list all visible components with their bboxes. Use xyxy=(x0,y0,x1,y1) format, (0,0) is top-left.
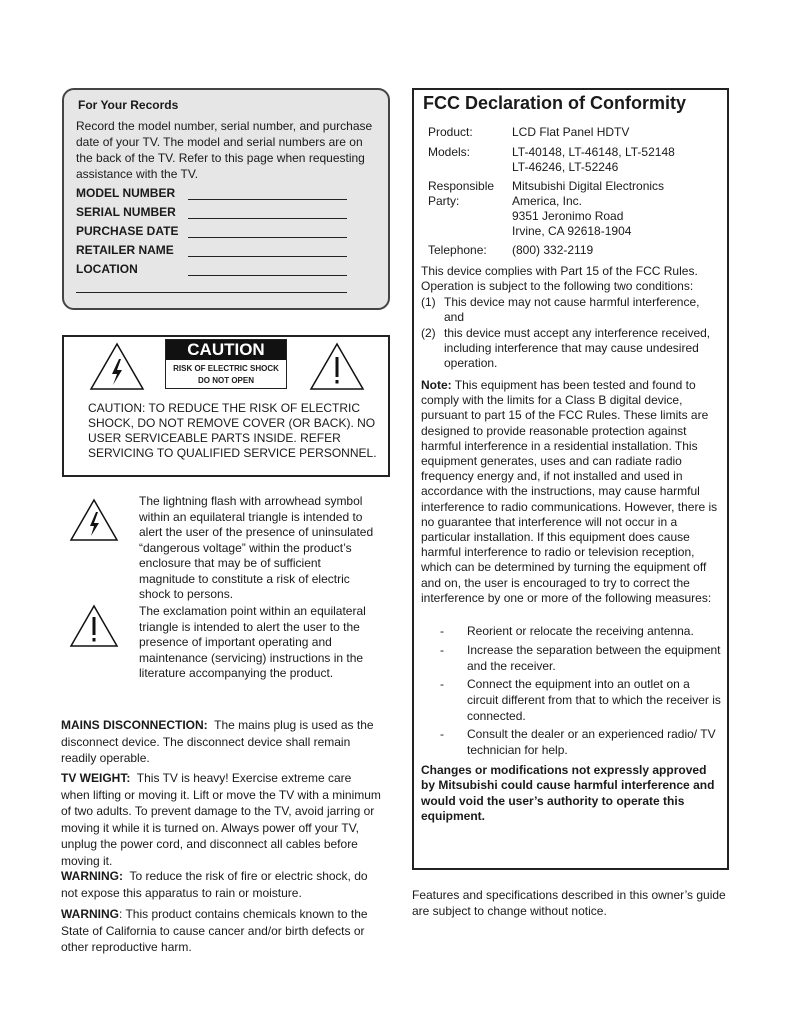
condition-2-number: (2) xyxy=(421,326,436,340)
caution-subtext xyxy=(166,363,286,387)
fcc-responsible-row xyxy=(428,179,728,239)
fcc-telephone-row xyxy=(428,243,728,258)
exclamation-symbol-text: The exclamation point within an equilateral triangle is intended to alert the user to the presence of important operating and maintenance (servicing) instructions in the literature accompanying the product. xyxy=(139,604,366,680)
warning-fire-notice xyxy=(61,868,381,901)
purchase-date-label: PURCHASE DATE xyxy=(76,224,179,238)
serial-number-line xyxy=(188,218,347,219)
exclamation-symbol-icon xyxy=(69,604,119,648)
features-notice: Features and specifications described in this owner’s guide are subject to change without notice. xyxy=(412,888,726,918)
note-text: This equipment has been tested and found to comply with the limits for a Class B digital device, pursuant to part 15 of the FCC Rules. These limits are designed to provide reasonable protection against harmful interference in a residential installation. This equipment generates, uses and can radiate radio frequency energy and, if not installed and used in accordance with the instructions, may cause harmful interference to radio communications. However, there is no guarantee that interference will not occur in a particular installation. If this equipment does cause harmful interference to radio or television reception, which can be determined by turning the equipment off and on, the user is encouraged to try to correct the interference by one or more of the following measures: xyxy=(421,378,718,605)
condition-1-text: This device may not cause harmful interference, and xyxy=(444,295,700,325)
caution-text: CAUTION: TO REDUCE THE RISK OF ELECTRIC SHOCK, DO NOT REMOVE COVER (OR BACK). NO USER SERVICEABLE PARTS INSIDE. REFER SERVICING TO QUALIFIED SERVICE PERSONNEL. xyxy=(88,401,377,460)
caution-heading: CAUTION xyxy=(166,340,286,360)
measure-text: Consult the dealer or an experienced radio/ TV technician for help. xyxy=(467,727,716,757)
model-number-field[interactable] xyxy=(76,186,376,202)
purchase-date-field[interactable] xyxy=(76,224,376,240)
retailer-name-line xyxy=(188,256,347,257)
responsible-line1: Mitsubishi Digital Electronics xyxy=(512,179,665,193)
models-line1: LT-40148, LT-46148, LT-52148 xyxy=(512,145,675,159)
responsible-line4: Irvine, CA 92618-1904 xyxy=(512,224,632,238)
caution-subtext-line2: DO NOT OPEN xyxy=(197,376,254,385)
lightning-symbol-text: The lightning flash with arrowhead symbol within an equilateral triangle is intended to alert the user of the presence of uninsulated “dangerous voltage” within the product’s enclosure that may be of sufficient magnitude to constitute a risk of electric shock to persons. xyxy=(139,494,374,601)
fcc-product-row xyxy=(428,125,728,140)
measure-text: Increase the separation between the equipment and the receiver. xyxy=(467,643,721,673)
tv-weight-notice xyxy=(61,770,381,869)
fcc-note xyxy=(421,378,721,606)
measure-dash: - xyxy=(440,727,444,741)
measure-dash: - xyxy=(440,624,444,638)
fcc-condition-1 xyxy=(421,295,721,325)
weight-text: This TV is heavy! Exercise extreme care when lifting or moving it. Lift or move the TV with a minimum of two adults. To prevent damage to the TV, avoid jarring or moving it while it is turned on. Always power off your TV, unplug the power cord, and disconnect all cables before moving it. xyxy=(61,771,381,868)
fcc-title: FCC Declaration of Conformity xyxy=(423,93,687,113)
models-values xyxy=(512,145,722,175)
retailer-name-label: RETAILER NAME xyxy=(76,243,174,257)
models-label: Models: xyxy=(428,145,471,159)
warning-fire-text: To reduce the risk of fire or electric shock, do not expose this apparatus to rain or moisture. xyxy=(61,869,368,900)
responsible-label xyxy=(428,179,510,209)
measure-item xyxy=(440,676,725,724)
fcc-condition-2 xyxy=(421,326,721,371)
location-label: LOCATION xyxy=(76,262,138,276)
product-label: Product: xyxy=(428,125,473,139)
serial-number-field[interactable] xyxy=(76,205,376,221)
fcc-complies-text: This device complies with Part 15 of the FCC Rules. Operation is subject to the following two conditions: xyxy=(421,264,698,294)
responsible-label-line2: Party: xyxy=(428,194,460,208)
product-value: LCD Flat Panel HDTV xyxy=(512,125,630,139)
mains-label: MAINS DISCONNECTION: xyxy=(61,718,208,732)
records-intro: Record the model number, serial number, and purchase date of your TV. The model and serial numbers are on the back of the TV. Refer to this page when requesting assistance with the TV. xyxy=(76,119,373,181)
location-line xyxy=(188,275,347,276)
responsible-values xyxy=(512,179,722,239)
note-label: Note: xyxy=(421,378,452,392)
measure-text: Reorient or relocate the receiving antenna. xyxy=(467,624,694,638)
retailer-name-field[interactable] xyxy=(76,243,376,259)
measure-item xyxy=(440,623,725,639)
warning-fire-label: WARNING: xyxy=(61,869,123,883)
responsible-line3: 9351 Jeronimo Road xyxy=(512,209,624,223)
mains-disconnection-notice xyxy=(61,717,381,767)
lightning-triangle-icon xyxy=(89,342,145,391)
weight-label: TV WEIGHT: xyxy=(61,771,131,785)
records-title: For Your Records xyxy=(78,98,179,112)
measure-dash: - xyxy=(440,677,444,691)
caution-subtext-line1: RISK OF ELECTRIC SHOCK xyxy=(173,364,279,373)
condition-2-text: this device must accept any interference received, including interference that may cause undesired operation. xyxy=(444,326,711,371)
measure-item xyxy=(440,642,725,674)
fcc-modifications-warning: Changes or modifications not expressly approved by Mitsubishi could cause harmful interference and would void the user’s authority to operate this equipment. xyxy=(421,763,715,823)
telephone-value: (800) 332-2119 xyxy=(512,243,594,257)
measure-text: Connect the equipment into an outlet on a circuit different from that to which the receiver is connected. xyxy=(467,677,721,723)
mains-text: The mains plug is used as the disconnect device. The disconnect device shall remain readily operable. xyxy=(61,718,374,765)
responsible-label-line1: Responsible xyxy=(428,179,495,193)
responsible-line2: America, Inc. xyxy=(512,194,583,208)
condition-1-number: (1) xyxy=(421,295,436,309)
warning-chemicals-text: : This product contains chemicals known to the State of California to cause cancer and/or birth defects or other reproductive harm. xyxy=(61,907,368,954)
measure-dash: - xyxy=(440,643,444,657)
warning-chemicals-label: WARNING xyxy=(61,907,119,921)
model-number-label: MODEL NUMBER xyxy=(76,186,176,200)
exclamation-triangle-icon xyxy=(309,342,365,391)
fcc-models-row xyxy=(428,145,728,175)
purchase-date-line xyxy=(188,237,347,238)
measure-item xyxy=(440,726,725,758)
location-extra-line xyxy=(76,292,347,293)
warning-chemicals-notice xyxy=(61,906,381,956)
lightning-symbol-icon xyxy=(69,498,119,542)
telephone-label: Telephone: xyxy=(428,243,487,257)
models-line2: LT-46246, LT-52246 xyxy=(512,160,619,174)
model-number-line xyxy=(188,199,347,200)
location-field[interactable] xyxy=(76,262,376,278)
serial-number-label: SERIAL NUMBER xyxy=(76,205,176,219)
